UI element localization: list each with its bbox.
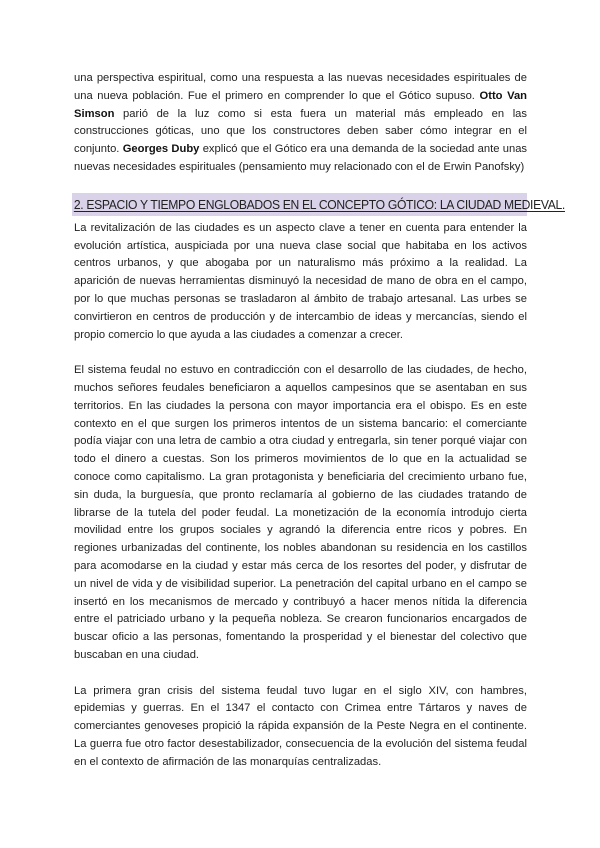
paragraph-city-revitalization: La revitalización de las ciudades es un aspecto clave a tener en cuenta para entender la evolución artística, auspiciada por una nueva clase social que habitaba en los activos centros urbanos, y que abogaba por un naturalismo más próximo a la realidad. La aparición de nuevas herramientas disminuyó la necesidad de mano de obra en el campo, por lo que muchas personas se trasladaron al ámbito de trabajo artesanal. Las urbes se convirtieron en centros de producción y de intercambio de ideas y mercancías, siendo el propio comercio lo que ayuda a las ciudades a comenzar a crecer. bbox=[74, 221, 527, 341]
author-name-georges-duby: Georges Duby bbox=[122, 143, 200, 156]
section-heading: 2. ESPACIO Y TIEMPO ENGLOBADOS EN EL CONCEPTO GÓTICO: LA CIUDAD MEDIEVAL. bbox=[73, 196, 565, 212]
intro-text-1: una perspectiva espiritual, como una respuesta a las nuevas necesidades espirituales de una nueva población. Fue el primero en comprender lo que el Gótico supuso. bbox=[74, 72, 527, 102]
paragraph-feudal-system: El sistema feudal no estuvo en contradicción con el desarrollo de las ciudades, de hecho, muchos señores feudales beneficiaron a aquellos campesinos que se asentaban en sus territorios. En las ciudades la persona con mayor importancia era el obispo. Es en este contexto en el que surgen los primeros intentos de un sistema bancario: el comerciante podía viajar con una letra de cambio a otra ciudad y entregarla, sin tener porqué viajar con todo el dinero a cuestas. Son los primeros movimientos de lo que en la actualidad se conoce como capitalismo. La gran protagonista y beneficiaria del crecimiento urbano fue, sin duda, la burguesía, que pronto reclamaría al gobierno de las ciudades tratando de librarse de la tutela del poder feudal. La monetización de la economía introdujo cierta movilidad entre los grupos sociales y agrandó la diferencia entre ricos y pobres. En regiones urbanizadas del continente, los nobles abandonan su residencia en los castillos para acomodarse en la ciudad y estar más cerca de los resortes del poder, y disfrutar de un nivel de vida y de visibilidad superior. La penetración del capital urbano en el campo se insertó en los mecanismos de mercado y contribuyó a hacer menos nítida la diferencia entre el patriciado urbano y la pequeña nobleza. Se crearon funcionarios encargados de buscar oficio a las personas, fomentando la prosperidad y el bienestar del colectivo que buscaban en una ciudad. bbox=[74, 364, 527, 661]
document-page bbox=[73, 70, 565, 771]
section-heading-highlight bbox=[72, 193, 565, 216]
intro-text-2: parió de la luz como si esta fuera un material más empleado en las construcciones góticas, uno que los constructores deben saber cómo integrar en el conjunto. bbox=[74, 107, 527, 156]
intro-text-3: explicó que el Gótico era una demanda de la sociedad ante unas nuevas necesidades espirituales (pensamiento muy relacionado con el de Erwin Panofsky) bbox=[74, 143, 528, 173]
intro-paragraph bbox=[74, 70, 527, 177]
author-name-otto-van-simson: Otto Van Simson bbox=[74, 89, 527, 120]
paragraph-feudal-crisis: La primera gran crisis del sistema feudal tuvo lugar en el siglo XIV, con hambres, epidemias y guerras. En el 1347 el contacto con Crimea entre Tártaros y naves de comerciantes genoveses propició la rápida expansión de la Peste Negra en el continente. La guerra fue otro factor desestabilizador, consecuencia de la evolución del sistema feudal en el contexto de afirmación de las monarquías centralizadas. bbox=[74, 684, 527, 768]
